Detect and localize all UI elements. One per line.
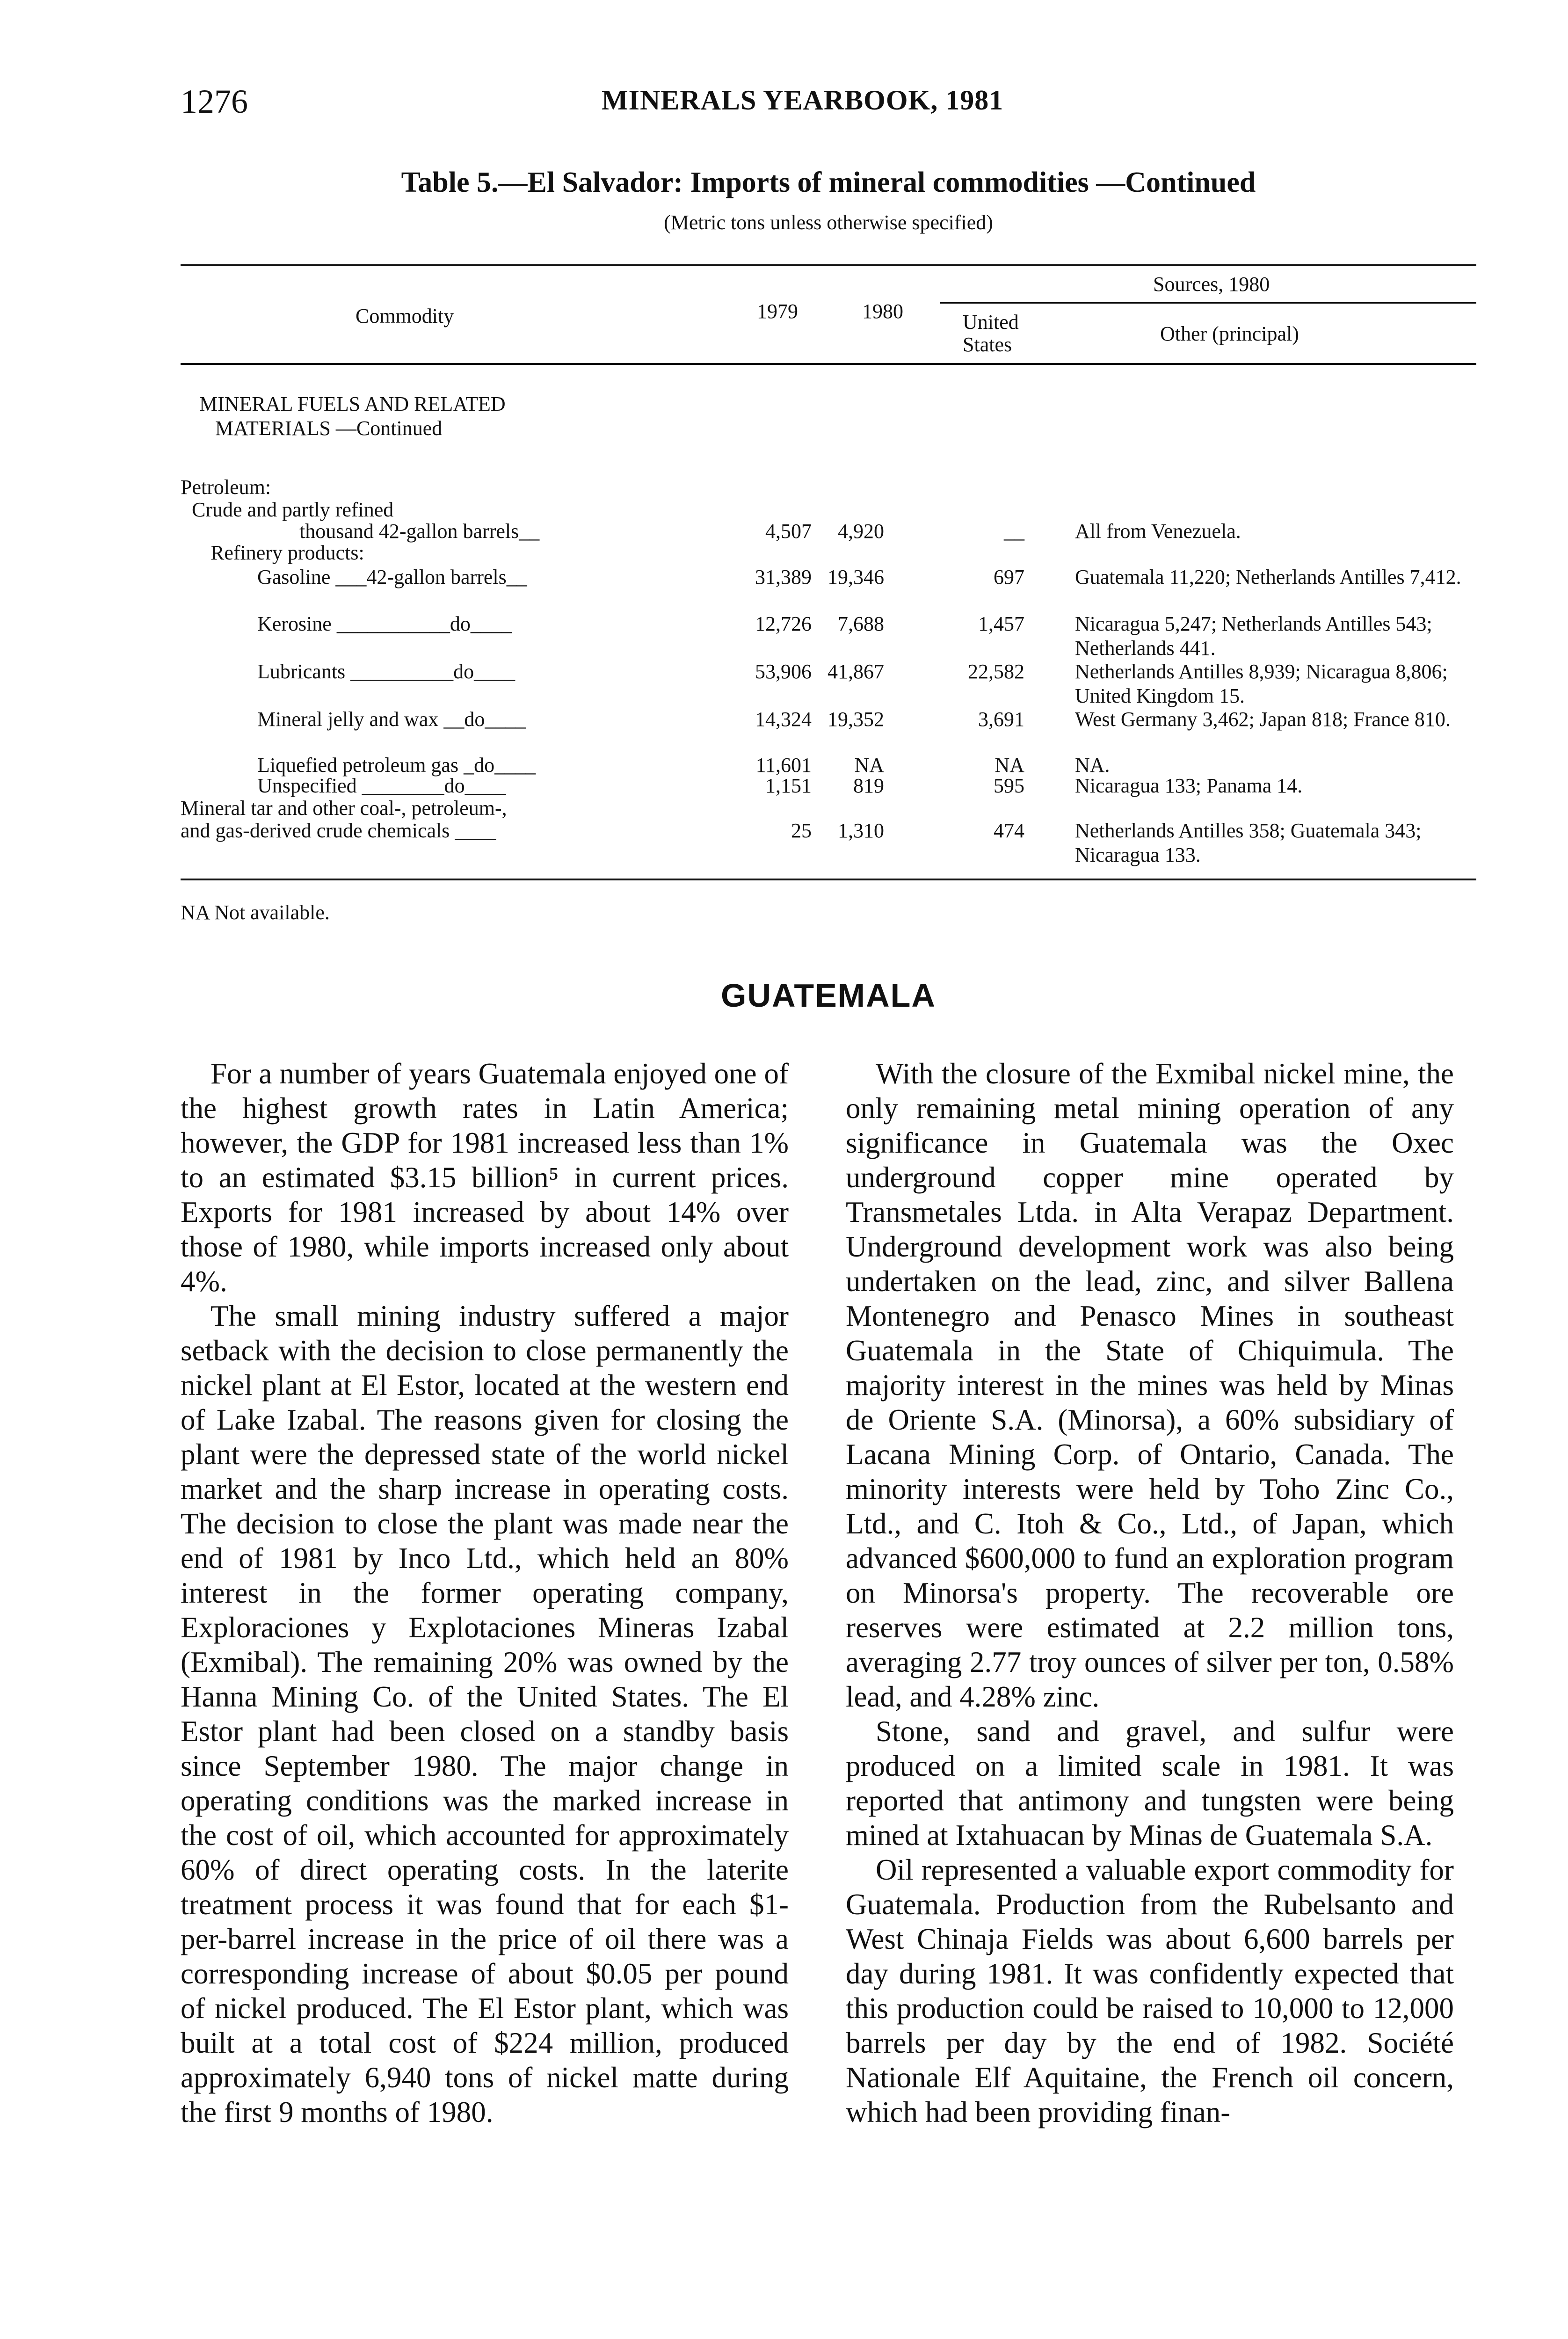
table-row-label-line1: Mineral tar and other coal-, petroleum-,: [181, 797, 507, 820]
value-united-states: 3,691: [978, 708, 1024, 731]
header-united-states-2: States: [963, 333, 1012, 356]
value-1980: NA: [854, 754, 884, 777]
value-united-states: 697: [994, 566, 1024, 588]
value-united-states: 22,582: [968, 660, 1024, 683]
table-row-label: Kerosine ___________do____: [257, 612, 512, 635]
paragraph: The small mining industry suffered a major setback with the decision to close permanently the nickel plant at El Estor, located at the western end of Lake Izabal. The reasons given for closing the plant were the depressed state of the world nickel market and the sharp increase in operating costs. The decision to close the plant was made near the end of 1981 by Inco Ltd., which held an 80% interest in the former operating company, Exploraciones y Explotaciones Mineras Izabal (Exmibal). The remaining 20% was owned by the Hanna Mining Co. of the United States. The El Estor plant had been closed on a standby basis since September 1980. The major change in operating conditions was the marked increase in the cost of oil, which accounted for approximately 60% of direct operating costs. In the laterite treatment process it was found that for each $1-per-barrel increase in the price of oil there was a corresponding increase of about $0.05 per pound of nickel produced. The El Estor plant, which was built at a total cost of $224 million, produced approximately 6,940 tons of nickel matte during the first 9 months of 1980.: [181, 1300, 789, 2128]
table-row-label: Gasoline ___42-gallon barrels__: [257, 566, 527, 588]
table-row-label: thousand 42-gallon barrels__: [299, 520, 540, 543]
page-number: 1276: [181, 83, 248, 120]
running-title: MINERALS YEARBOOK, 1981: [602, 85, 1004, 116]
petroleum-label: Petroleum:: [181, 476, 271, 499]
table-bottom-rule: [181, 879, 1476, 880]
header-sources: Sources, 1980: [1153, 273, 1270, 296]
sources-rule: [940, 302, 1476, 304]
value-other: Nicaragua 5,247; Netherlands Antilles 543; Netherlands 441.: [1075, 612, 1432, 660]
paragraph: Stone, sand and gravel, and sulfur were produced on a limited scale in 1981. It was reported that antimony and tungsten were being mined at Ixtahuacan by Minas de Guatemala S.A.: [846, 1715, 1454, 1852]
table-row-label: Lubricants __________do____: [257, 660, 515, 683]
value-other: Guatemala 11,220; Netherlands Antilles 7,412.: [1075, 566, 1461, 588]
value-united-states: 1,457: [978, 612, 1024, 635]
section-label-continued: MATERIALS —Continued: [215, 417, 443, 440]
value-united-states: __: [1004, 520, 1024, 543]
value-1980: 19,352: [828, 708, 884, 731]
paragraph: Oil represented a valuable export commodity for Guatemala. Production from the Rubelsanto and West Chinaja Fields was about 6,600 barrels per day during 1981. It was confidently expected that this production could be raised to 10,000 to 12,000 barrels per day by the end of 1982. Société Nationale Elf Aquitaine, the French oil concern, which had been providing finan-: [846, 1853, 1454, 2128]
left-column: [181, 1056, 789, 2129]
value-other: Nicaragua 133; Panama 14.: [1075, 774, 1303, 797]
value-1979: 12,726: [755, 612, 812, 635]
value-1979: 14,324: [755, 708, 812, 731]
value-1980: 1,310: [838, 819, 884, 842]
value-1980: 19,346: [828, 566, 884, 588]
paragraph: For a number of years Guatemala enjoyed one of the highest growth rates in Latin America; however, the GDP for 1981 increased less than 1% to an estimated $3.15 billion⁵ in current prices. Exports for 1981 increased by about 14% over those of 1980, while imports increased only about 4%.: [181, 1057, 789, 1298]
value-1979: 53,906: [755, 660, 812, 683]
value-1979: 11,601: [755, 754, 812, 777]
table-title: Table 5.—El Salvador: Imports of mineral commodities —Continued: [401, 167, 1256, 198]
table-row-label: Mineral jelly and wax __do____: [257, 708, 526, 731]
section-label: MINERAL FUELS AND RELATED: [199, 392, 506, 415]
table-row-label: and gas-derived crude chemicals ____: [181, 819, 496, 842]
value-other: NA.: [1075, 754, 1110, 777]
table-subtitle: (Metric tons unless otherwise specified): [664, 211, 993, 234]
value-1980: 4,920: [838, 520, 884, 543]
value-1980: 7,688: [838, 612, 884, 635]
value-other: All from Venezuela.: [1075, 520, 1241, 543]
header-other: Other (principal): [1160, 322, 1299, 345]
running-head: [181, 82, 1069, 124]
value-united-states: 474: [994, 819, 1024, 842]
value-1980: 41,867: [828, 660, 884, 683]
paragraph: With the closure of the Exmibal nickel mine, the only remaining metal mining operation of any significance in Guatemala was the Oxec underground copper mine operated by Transmetales Ltda. in Alta Verapaz Department. Underground development work was also being undertaken on the lead, zinc, and silver Ballena Montenegro and Penasco Mines in southeast Guatemala in the State of Chiquimula. The majority interest in the mines was held by Minas de Oriente S.A. (Minorsa), a 60% subsidiary of Lacana Mining Corp. of Ontario, Canada. The minority interests were held by Toho Zinc Co., Ltd., and C. Itoh & Co., Ltd., of Japan, which advanced $600,000 to fund an exploration program on Minorsa's property. The recoverable ore reserves were estimated at 2.2 million tons, averaging 2.77 troy ounces of silver per ton, 0.58% lead, and 4.28% zinc.: [846, 1057, 1454, 1713]
table-row-label: Liquefied petroleum gas _do____: [257, 754, 536, 777]
right-column: [846, 1056, 1454, 2129]
value-united-states: 595: [994, 774, 1024, 797]
crude-label: Crude and partly refined: [192, 498, 394, 521]
table-top-rule: [181, 264, 1476, 266]
header-commodity: Commodity: [356, 305, 454, 327]
value-other: Netherlands Antilles 358; Guatemala 343; Nicaragua 133.: [1075, 819, 1422, 866]
value-united-states: NA: [995, 754, 1024, 777]
value-1979: 1,151: [765, 774, 812, 797]
header-1979: 1979: [757, 300, 798, 323]
value-1979: 25: [791, 819, 812, 842]
value-other: Netherlands Antilles 8,939; Nicaragua 8,806; United Kingdom 15.: [1075, 660, 1448, 707]
value-1979: 31,389: [755, 566, 812, 588]
table-header-rule: [181, 363, 1476, 365]
header-1980: 1980: [862, 300, 903, 323]
table-row-label: Unspecified ________do____: [257, 774, 506, 797]
value-1980: 819: [853, 774, 884, 797]
section-heading: GUATEMALA: [721, 977, 936, 1014]
table-footnote: NA Not available.: [181, 901, 330, 924]
value-other: West Germany 3,462; Japan 818; France 810.: [1075, 708, 1451, 731]
refinery-label: Refinery products:: [211, 541, 364, 564]
header-united-states-1: United: [963, 311, 1019, 334]
value-1979: 4,507: [765, 520, 812, 543]
